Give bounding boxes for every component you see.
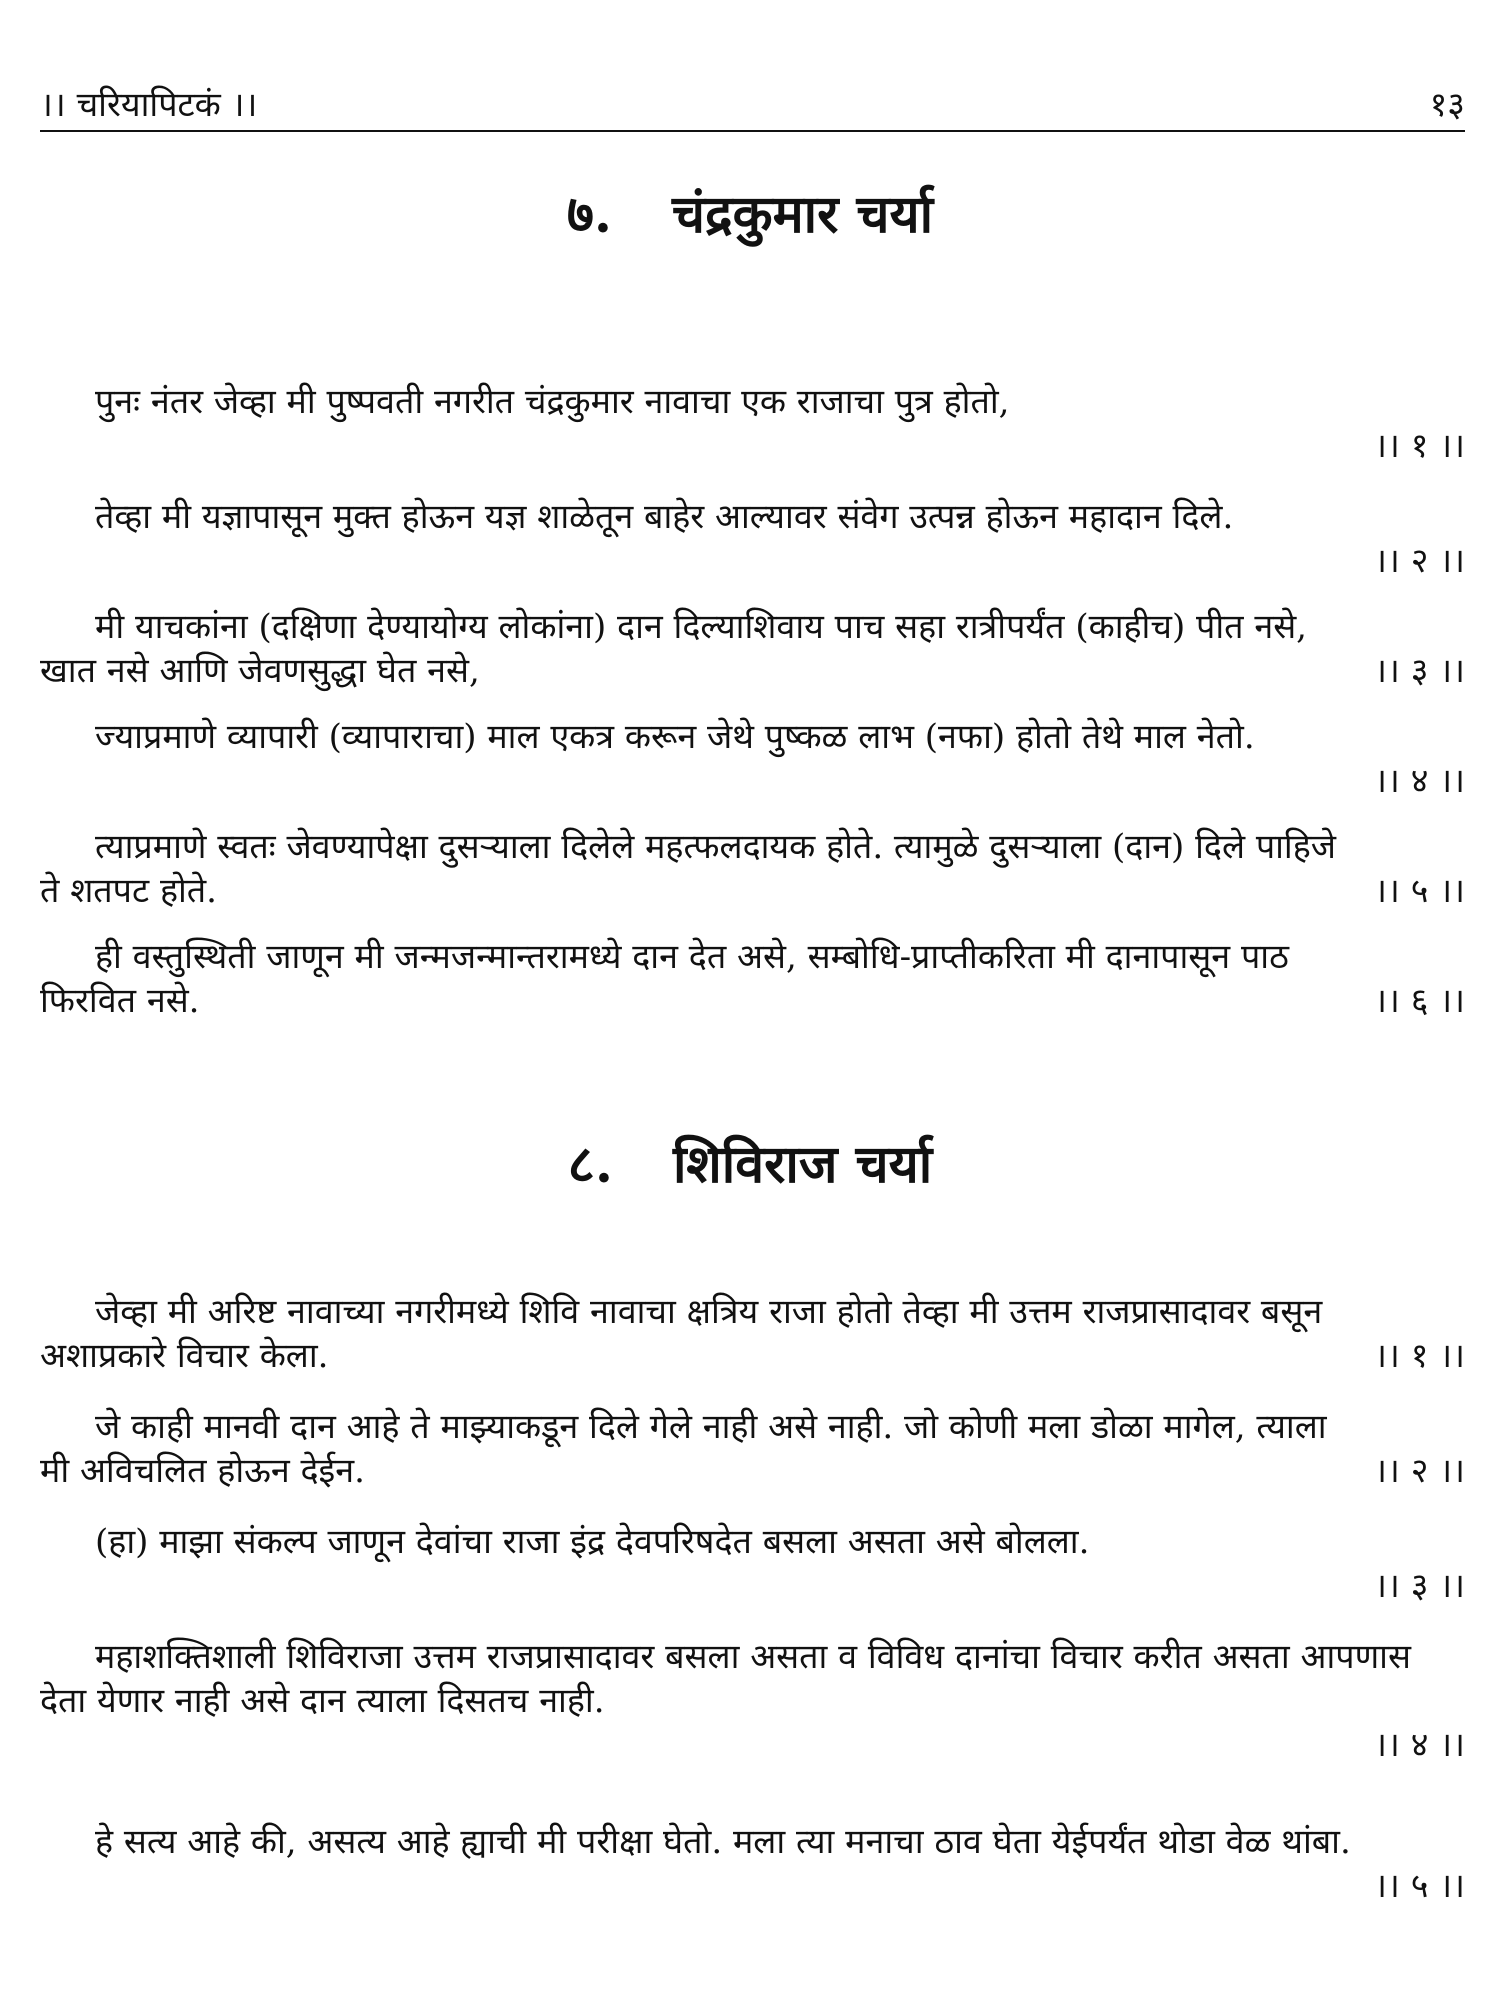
verse-text: मी याचकांना (दक्षिणा देण्यायोग्य लोकांना) दान दिल्याशिवाय पाच सहा रात्रीपर्यंत (काहीच) पीत नसे, खात नसे आणि जेवणसुद्धा घेत नसे,	[40, 607, 1307, 691]
verse-marker: ।। ५ ।।	[1374, 1866, 1465, 1906]
verse-marker: ।। ३ ।।	[1374, 1566, 1465, 1606]
verse-text: हे सत्य आहे की, असत्य आहे ह्याची मी परीक्षा घेतो. मला त्या मनाचा ठाव घेता येईपर्यंत थोडा वेळ थांबा.	[95, 1822, 1351, 1862]
section-heading	[0, 180, 1500, 250]
section-heading	[0, 1130, 1500, 1200]
verse-marker: ।। २ ।।	[1374, 1451, 1465, 1491]
verse	[40, 825, 1465, 913]
book-title: ।। चरियापिटकं ।।	[40, 85, 258, 125]
verse-marker: ।। २ ।।	[1374, 541, 1465, 581]
verse-text: ज्याप्रमाणे व्यापारी (व्यापाराचा) माल एकत्र करून जेथे पुष्कळ लाभ (नफा) होतो तेथे माल नेतो.	[95, 717, 1255, 757]
verse-marker: ।। १ ।।	[1374, 426, 1465, 466]
verse-text: त्याप्रमाणे स्वतः जेवण्यापेक्षा दुसऱ्याला दिलेले महत्फलदायक होते. त्यामुळे दुसऱ्याला (दान) दिले पाहिजे ते शतपट होते.	[40, 827, 1337, 911]
verse	[40, 380, 1465, 468]
verse	[40, 1405, 1465, 1493]
page-number: १३	[1429, 85, 1465, 125]
header-rule	[40, 130, 1465, 132]
verse-text: तेव्हा मी यज्ञापासून मुक्त होऊन यज्ञ शाळेतून बाहेर आल्यावर संवेग उत्पन्न होऊन महादान दिले.	[95, 497, 1234, 537]
verse	[40, 715, 1465, 803]
verse-marker: ।। १ ।।	[1374, 1336, 1465, 1376]
verse	[40, 495, 1465, 583]
verse-text: जेव्हा मी अरिष्ट नावाच्या नगरीमध्ये शिवि नावाचा क्षत्रिय राजा होतो तेव्हा मी उत्तम राजप्रासादावर बसून अशाप्रकारे विचार केला.	[40, 1292, 1323, 1376]
verse-marker: ।। ३ ।।	[1374, 651, 1465, 691]
running-header	[40, 80, 1465, 130]
verse-text: जे काही मानवी दान आहे ते माझ्याकडून दिले गेले नाही असे नाही. जो कोणी मला डोळा मागेल, त्याला मी अविचलित होऊन देईन.	[40, 1407, 1327, 1491]
verse-text: महाशक्तिशाली शिविराजा उत्तम राजप्रासादावर बसला असता व विविध दानांचा विचार करीत असता आपणास देता येणार नाही असे दान त्याला दिसतच नाही.	[40, 1637, 1411, 1721]
section-number: ८.	[567, 1134, 613, 1195]
verse-text: (हा) माझा संकल्प जाणून देवांचा राजा इंद्र देवपरिषदेत बसला असता असे बोलला.	[95, 1522, 1090, 1562]
verse-marker: ।। ४ ।।	[1374, 761, 1465, 801]
verse-marker: ।। ५ ।।	[1374, 871, 1465, 911]
verse-text: ही वस्तुस्थिती जाणून मी जन्मजन्मान्तरामध्ये दान देत असे, सम्बोधि-प्राप्तीकरिता मी दानापासून पाठ फिरवित नसे.	[40, 937, 1289, 1021]
section-title: शिविराज चर्या	[672, 1134, 933, 1195]
verse	[40, 1635, 1465, 1767]
verse	[40, 1520, 1465, 1608]
verse-marker: ।। ४ ।।	[1374, 1725, 1465, 1765]
verse	[40, 1820, 1465, 1908]
verse-marker: ।। ६ ।।	[1374, 981, 1465, 1021]
verse	[40, 935, 1465, 1023]
section-title: चंद्रकुमार चर्या	[672, 184, 934, 245]
verse	[40, 1290, 1465, 1378]
verse	[40, 605, 1465, 693]
section-number: ७.	[566, 184, 612, 245]
verse-text: पुनः नंतर जेव्हा मी पुष्पवती नगरीत चंद्रकुमार नावाचा एक राजाचा पुत्र होतो,	[95, 382, 1010, 422]
